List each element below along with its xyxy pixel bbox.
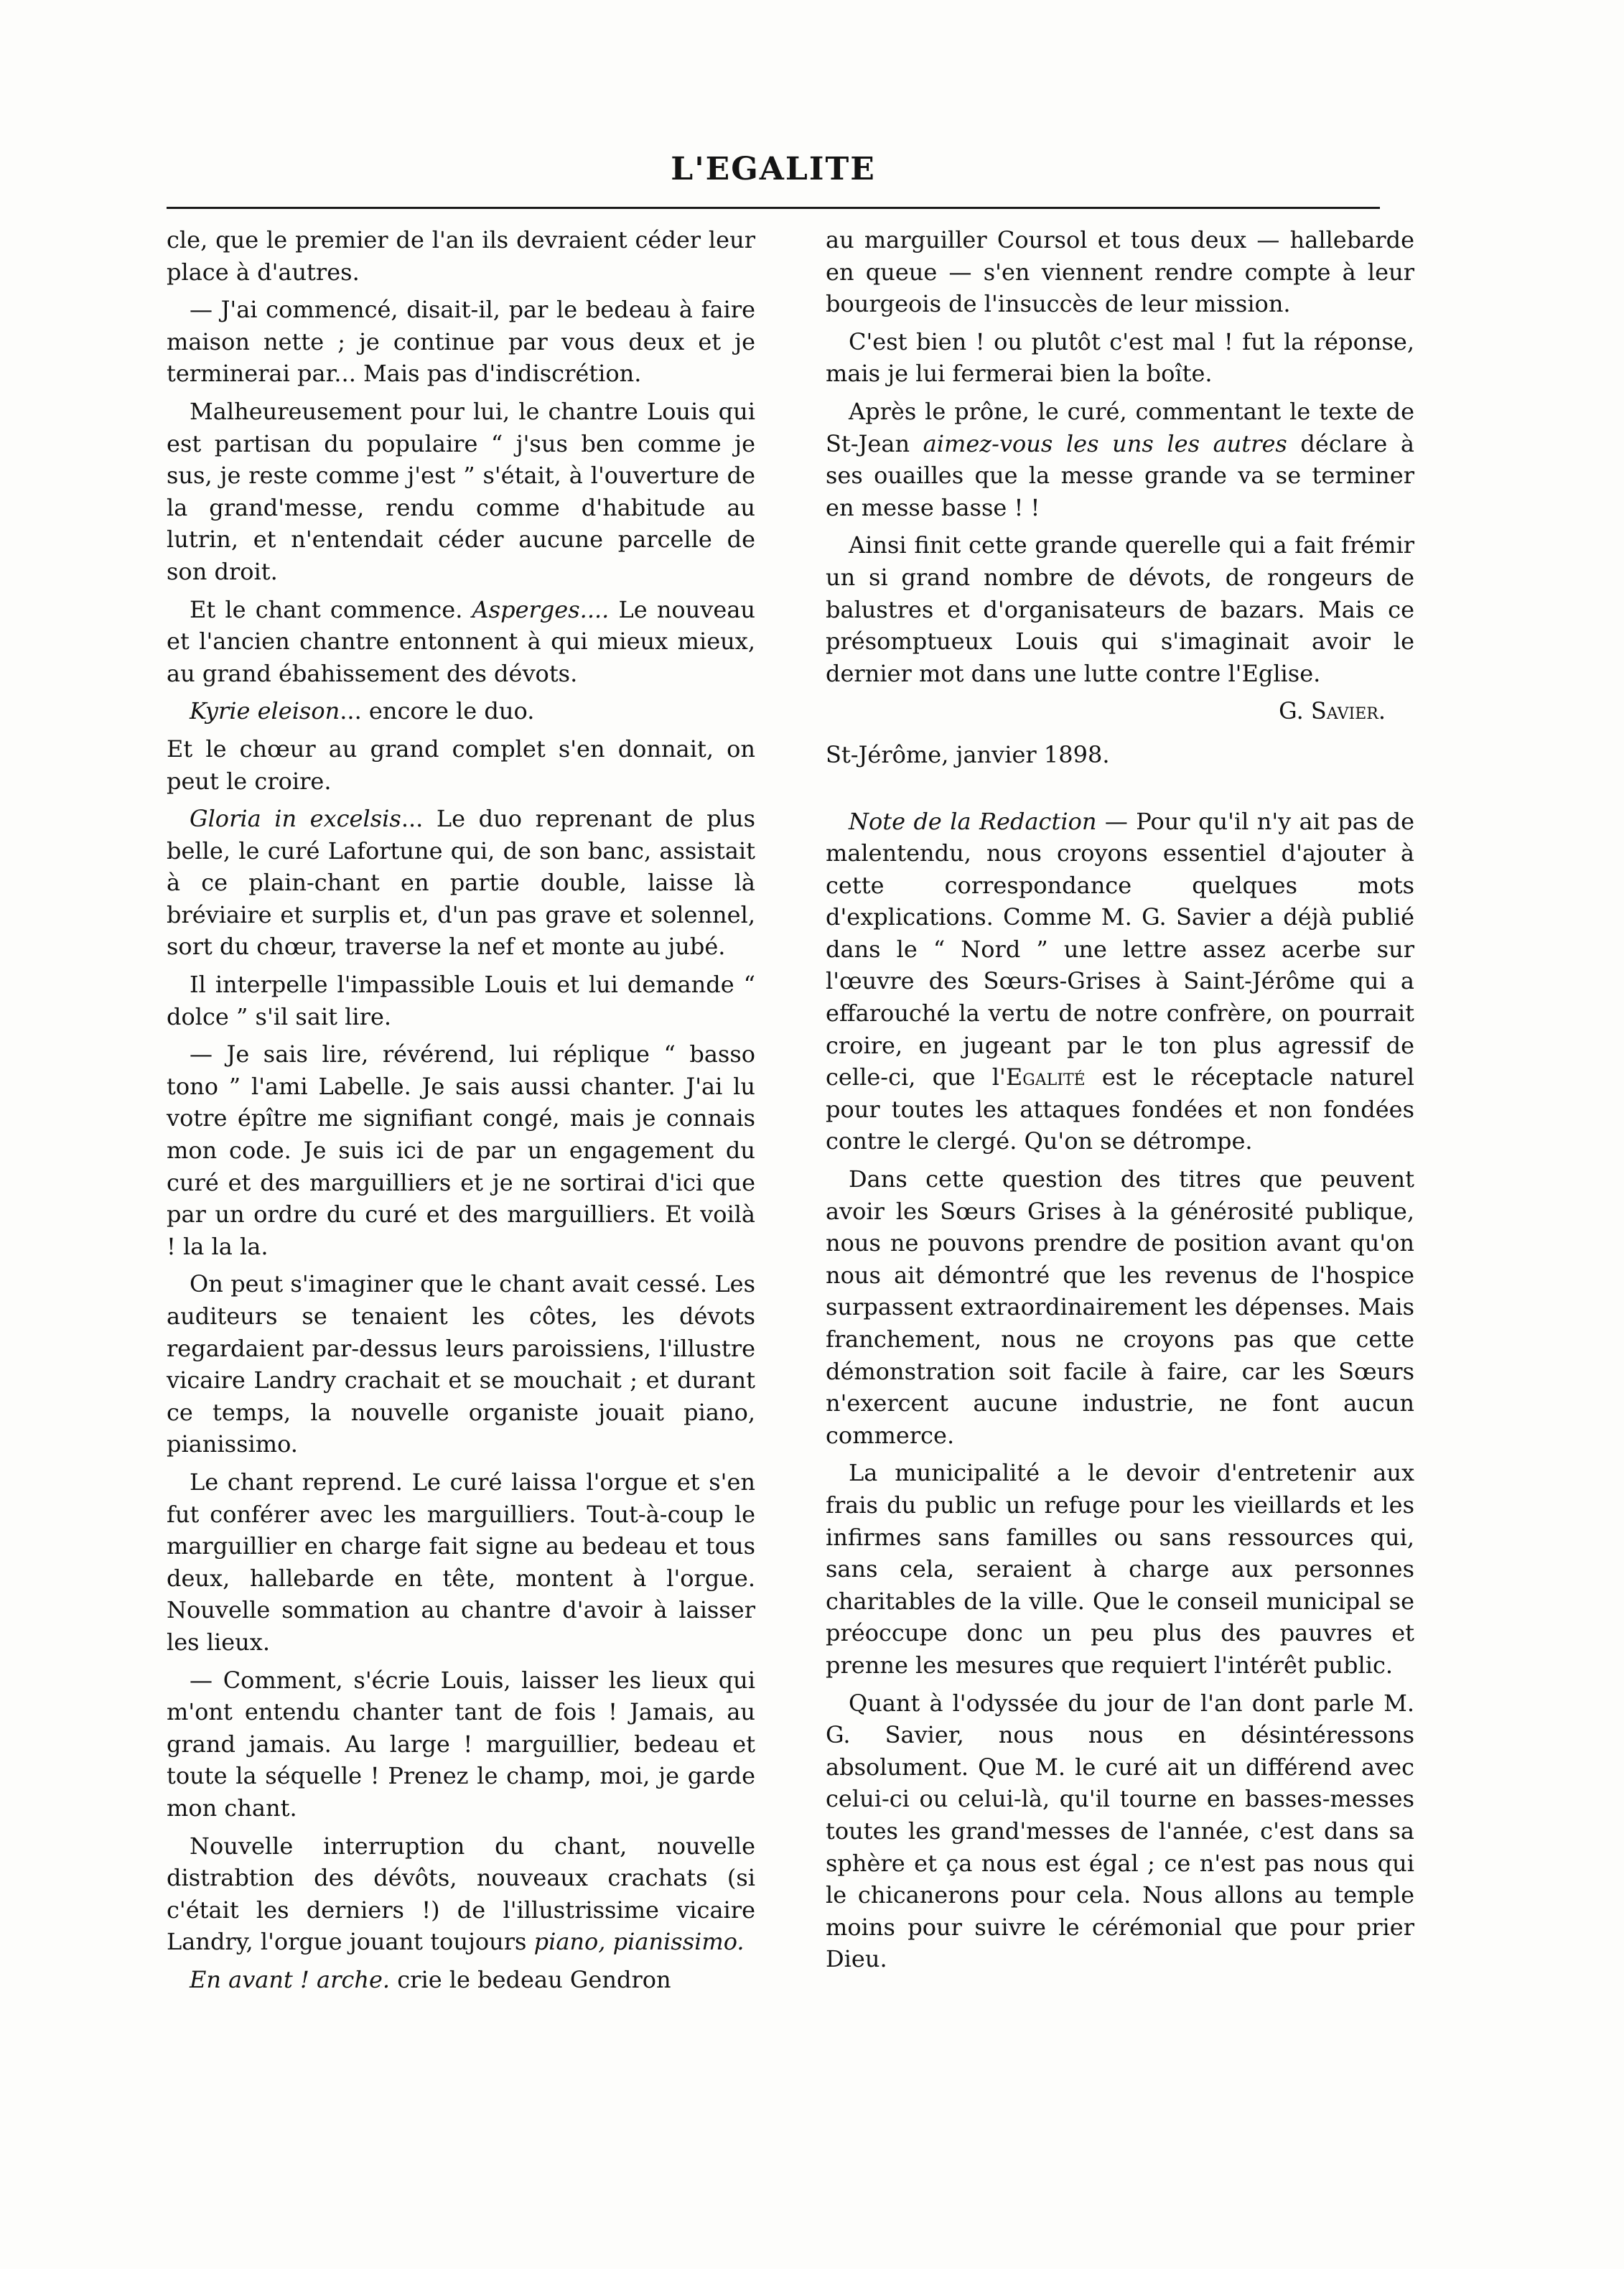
paragraph: Le chant reprend. Le curé laissa l'orgue et s'en fut conférer avec les marguilliers. Tout-à-coup le marguillier en charge fait signe au bedeau et tous deux, hallebarde en tête, montent à l'orgue. Nouvelle sommation au chantre d'avoir à laisser les lieux. <box>167 1468 755 1656</box>
page-header-title: L'EGALITE <box>671 151 876 187</box>
italic-text: Kyrie eleison <box>190 697 340 725</box>
text-run: Nouvelle interruption du chant, nouvelle distrabtion des dévôts, nouveaux crachats (si c'était les derniers !) de l'illustrissime vicaire Landry, l'orgue jouant toujours <box>167 1832 755 1956</box>
paragraph <box>167 1964 755 1996</box>
paragraph: — Je sais lire, révérend, lui réplique “ basso tono ” l'ami Labelle. Je sais aussi chanter. J'ai lu votre épître me signifiant congé, mais je connais mon code. Je suis ici de par un engagement du curé et des marguilliers et je ne sortirai d'ici que par un ordre du curé et des marguilliers. Et voilà ! la la la. <box>167 1040 755 1260</box>
paragraph <box>167 1830 755 1958</box>
paragraph: Malheureusement pour lui, le chantre Louis qui est partisan du populaire “ j'sus ben comme je sus, je reste comme j'est ” s'était, à l'ouverture de la grand'messe, rendu comme d'habitude au lutrin, et n'entendait céder aucune parcelle de son droit. <box>167 397 755 585</box>
text-run: est le réceptacle naturel pour toutes les attaques fondées et non fondées contre le clergé. Qu'on se détrompe. <box>826 1063 1415 1155</box>
italic-text: aimez-vous les uns les autres <box>923 429 1287 457</box>
paragraph: Quant à l'odyssée du jour de l'an dont parle M. G. Savier, nous nous en désintéressons absolument. Que M. le curé ait un différend avec celui-ci ou celui-là, qu'il tourne en basses-messes toutes les grand'messes de l'année, c'est dans sa sphère et ça nous est égal ; ce n'est pas nous qui le chicanerons pour cela. Nous allons au temple moins pour suivre le cérémonial que pour prier Dieu. <box>826 1689 1414 1973</box>
paragraph: Et le chœur au grand complet s'en donnait, on peut le croire. <box>167 735 755 795</box>
egalite-name: Egalité <box>1005 1063 1086 1091</box>
text-run: ... encore le duo. <box>340 697 535 725</box>
paragraph: La municipalité a le devoir d'entretenir aux frais du public un refuge pour les vieillards et les infirmes sans familles ou sans ressources qui, sans cela, seraient à charge aux personnes charitables de la ville. Que le conseil municipal se préoccupe donc un peu plus des pauvres et prenne les mesures que requiert l'intérêt public. <box>826 1459 1414 1679</box>
paragraph: Dans cette question des titres que peuvent avoir les Sœurs Grises à la générosité publique, nous ne pouvons prendre de position avant qu'on nous ait démontré que les revenus de l'hospice surpassent extraordinairement les dépenses. Mais franchement, nous ne croyons pas que cette démonstration soit facile à faire, car les Sœurs n'exercent aucune industrie, ne font aucun commerce. <box>826 1165 1414 1449</box>
italic-text: En avant ! arche. <box>190 1965 391 1993</box>
paragraph: Il interpelle l'impassible Louis et lui demande “ dolce ” s'il sait lire. <box>167 971 755 1030</box>
text-run: crie le bedeau Gendron <box>390 1965 671 1993</box>
editorial-note <box>826 806 1414 1158</box>
paragraph <box>167 594 755 690</box>
italic-text: piano, pianissimo. <box>533 1928 745 1956</box>
text-run: — Pour qu'il n'y ait pas de malentendu, nous croyons essentiel d'ajouter à cette correspondance quelques mots d'explications. Comme M. G. Savier a déjà publié dans le “ Nord ” une lettre assez acerbe sur l'œuvre des Sœurs-Grises à Saint-Jérôme qui a effarouché la vertu de notre confrère, on pourrait croire, en jugeant par le ton plus agressif de celle-ci, que l' <box>826 807 1415 1091</box>
note-label: Note de la Redaction <box>849 807 1097 835</box>
paragraph: au marguiller Coursol et tous deux — hallebarde en queue — s'en viennent rendre compte à leur bourgeois de l'insuccès de leur mission. <box>826 226 1414 318</box>
paragraph: Ainsi finit cette grande querelle qui a fait frémir un si grand nombre de dévots, de rongeurs de balustres et d'organisateurs de bazars. Mais ce présomptueux Louis qui s'imaginait avoir le dernier mot dans une lutte contre l'Eglise. <box>826 531 1414 687</box>
text-run: Le nouveau et l'ancien chantre entonnent à qui mieux mieux, au grand ébahissement des dévots. <box>167 595 756 687</box>
right-column <box>826 224 1414 1981</box>
paragraph: C'est bien ! ou plutôt c'est mal ! fut la réponse, mais je lui fermerai bien la boîte. <box>826 327 1414 388</box>
italic-text: Gloria in excelsis <box>190 805 401 833</box>
paragraph: On peut s'imaginer que le chant avait cessé. Les auditeurs se tenaient les côtes, les dévots regardaient par-dessus leurs paroissiens, l'illustre vicaire Landry crachait et se mouchait ; et durant ce temps, la nouvelle organiste jouait piano, pianissimo. <box>167 1270 755 1458</box>
text-run: Et le chant commence. <box>190 595 472 623</box>
paragraph: cle, que le premier de l'an ils devraient céder leur place à d'autres. <box>167 226 755 286</box>
paragraph <box>167 695 755 727</box>
left-column <box>167 224 755 2001</box>
dateline: St-Jérôme, janvier 1898. <box>826 740 1110 768</box>
signature: G. Savier. <box>1279 697 1386 725</box>
text-run: déclare à ses ouailles que la messe grande va se terminer en messe basse ! ! <box>826 429 1415 521</box>
paragraph: — Comment, s'écrie Louis, laisser les lieux qui m'ont entendu chanter tant de fois ! Jamais, au grand jamais. Au large ! marguillier, bedeau et toute la séquelle ! Prenez le champ, moi, je garde mon chant. <box>167 1666 755 1822</box>
header-rule <box>167 207 1380 209</box>
paragraph <box>167 803 755 963</box>
paragraph <box>826 396 1414 523</box>
italic-text: Asperges.... <box>472 595 610 623</box>
paragraph: — J'ai commencé, disait-il, par le bedeau à faire maison nette ; je continue par vous deux et je terminerai par... Mais pas d'indiscrétion. <box>167 296 755 388</box>
text-run: Après le prône, le curé, commentant le texte de St-Jean <box>826 397 1414 457</box>
text-run: ... Le duo reprenant de plus belle, le curé Lafortune qui, de son banc, assistait à ce plain-chant en partie double, laisse là bréviaire et surplis et, d'un pas grave et solennel, sort du chœur, traverse la nef et monte au jubé. <box>167 805 756 961</box>
